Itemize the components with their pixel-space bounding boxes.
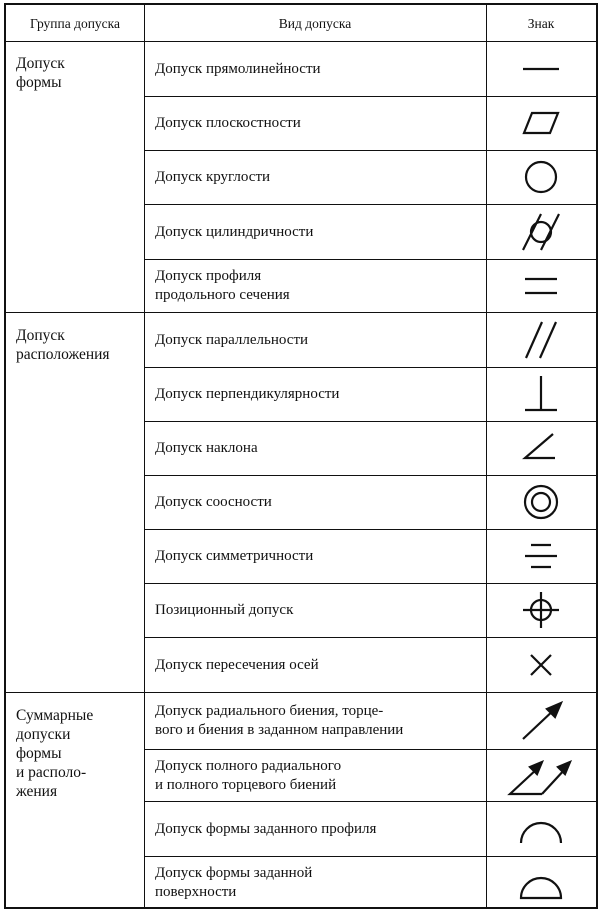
total-runout-sign-icon	[504, 754, 576, 798]
coaxiality-sign-icon	[511, 482, 571, 522]
row-name	[144, 205, 486, 259]
row-name	[144, 260, 486, 312]
group-label-line: формы	[16, 745, 62, 762]
row-name	[144, 42, 486, 96]
tolerance-table	[4, 3, 598, 909]
row-name-line: Допуск параллельности	[155, 331, 309, 348]
group-label-line: Допуск	[16, 55, 65, 72]
row-name	[144, 802, 486, 856]
row-name-line: Допуск формы заданного профиля	[155, 820, 377, 837]
row-name-line: Допуск цилиндричности	[155, 223, 314, 240]
row-name	[144, 750, 486, 801]
angularity-sign-icon	[511, 428, 571, 468]
group-label-line: Суммарные	[16, 707, 94, 724]
straightness-sign-icon	[511, 49, 571, 89]
row-name-line: Допуск перпендикулярности	[155, 386, 340, 402]
row-name-line: продольного сечения	[155, 287, 290, 303]
group-label-line: расположения	[16, 346, 110, 363]
group-combined	[6, 694, 144, 909]
row-name-line: Допуск наклона	[155, 440, 258, 456]
group-label-line: допуски	[16, 726, 71, 743]
flatness-sign-icon	[511, 103, 571, 143]
profile-of-line-sign-icon	[511, 809, 571, 849]
row-name-line: Допуск плоскостности	[155, 115, 301, 131]
group-label-line: и располо-	[16, 764, 87, 781]
group-label-line: формы	[16, 74, 62, 91]
row-name	[144, 584, 486, 637]
longitudinal-profile-sign-icon	[511, 266, 571, 306]
runout-sign-icon	[511, 699, 571, 743]
row-name-line: Допуск полного радиального	[155, 757, 342, 774]
header-group: Группа допуска	[29, 15, 121, 31]
parallelism-sign-icon	[511, 320, 571, 360]
row-name	[144, 857, 486, 909]
header-sign: Знак	[527, 15, 555, 31]
group-location	[6, 314, 144, 692]
row-name	[144, 368, 486, 421]
row-name	[144, 313, 486, 367]
row-name-line: Допуск формы заданной	[155, 865, 313, 881]
roundness-sign-icon	[511, 157, 571, 197]
row-name-line: и полного торцевого биений	[155, 776, 337, 793]
row-name	[144, 422, 486, 475]
perpendicularity-sign-icon	[511, 374, 571, 414]
row-name-line: Допуск пересечения осей	[155, 656, 319, 673]
group-label-line: жения	[16, 783, 58, 800]
row-name-line: Допуск круглости	[155, 169, 271, 185]
row-name	[144, 97, 486, 150]
row-name	[144, 638, 486, 692]
row-name-line: Допуск соосности	[155, 494, 272, 510]
axes-intersection-sign-icon	[511, 645, 571, 685]
position-sign-icon	[511, 590, 571, 630]
row-name	[144, 476, 486, 529]
row-name-line: Допуск прямолинейности	[155, 60, 321, 77]
row-name	[144, 530, 486, 583]
row-name-line: поверхности	[155, 884, 237, 900]
group-label-line: Допуск	[16, 327, 65, 344]
row-name-line: Позиционный допуск	[155, 602, 294, 618]
profile-of-surface-sign-icon	[511, 864, 571, 904]
column-divider	[486, 5, 487, 907]
row-name-line: вого и биения в заданном направлении	[155, 722, 404, 738]
row-name-line: Допуск симметричности	[155, 548, 314, 564]
symmetry-sign-icon	[511, 536, 571, 576]
row-name-line: Допуск профиля	[155, 268, 262, 284]
row-name	[144, 151, 486, 204]
header-kind: Вид допуска	[278, 15, 352, 31]
cylindricity-sign-icon	[511, 212, 571, 252]
group-form	[6, 42, 144, 312]
row-name	[144, 693, 486, 749]
row-name-line: Допуск радиального биения, торце-	[155, 703, 384, 719]
